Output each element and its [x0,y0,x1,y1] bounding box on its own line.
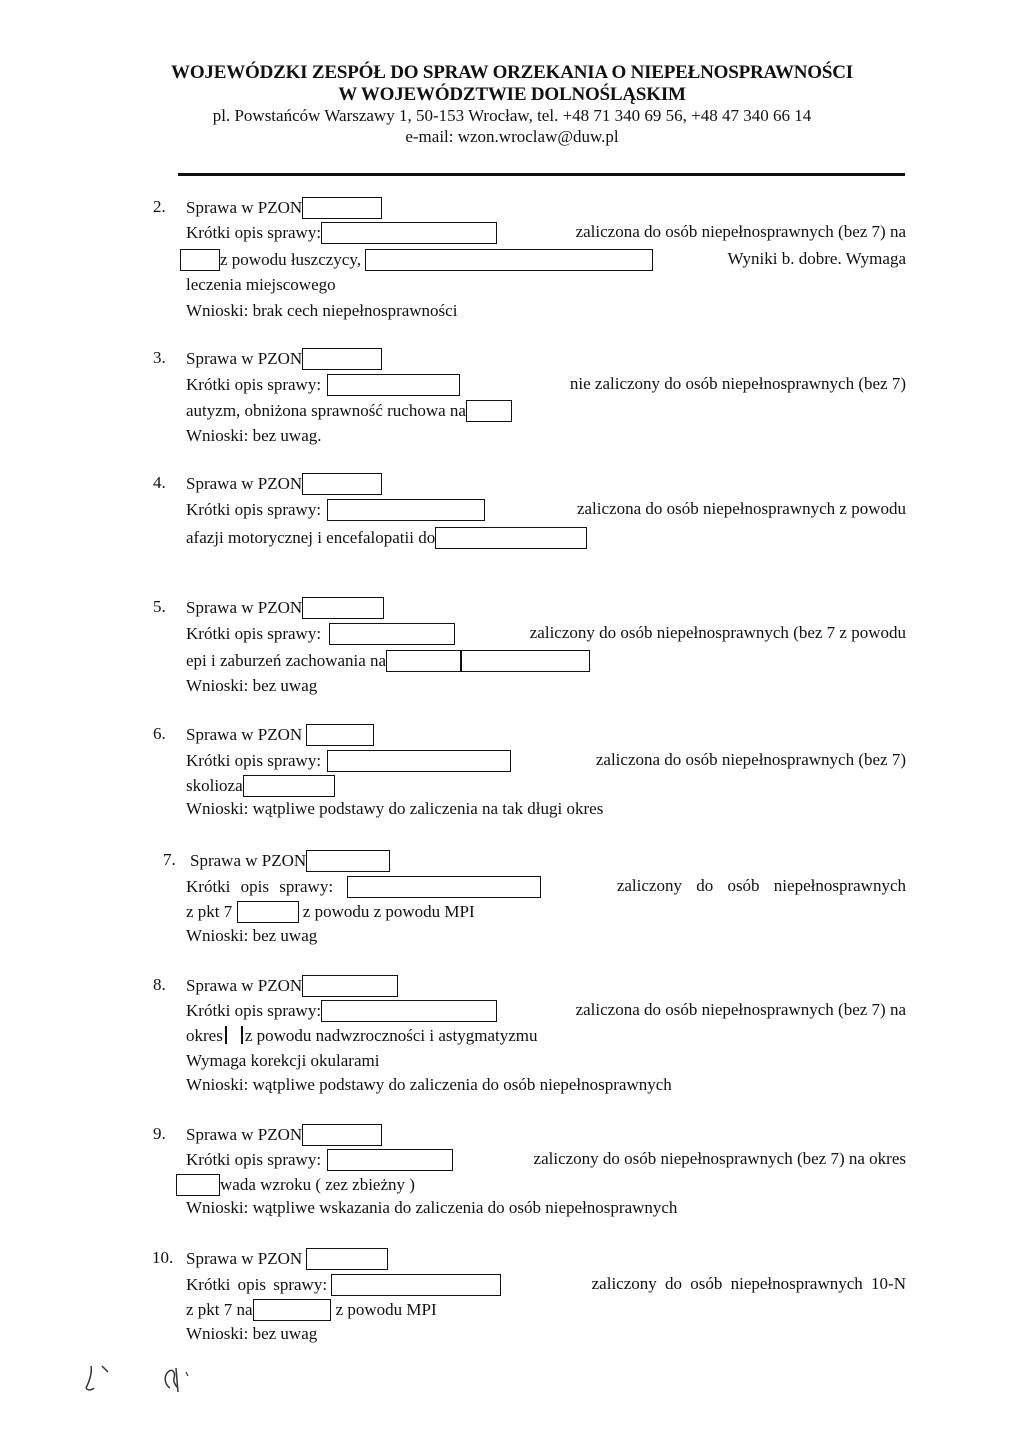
redacted-box [460,650,590,672]
header-office-name: WOJEWÓDZKI ZESPÓŁ DO SPRAW ORZEKANIA O NIEPEŁNOSPRAWNOŚCI [171,62,853,83]
detail-text: epi i zaburzeń zachowania na [186,651,387,670]
redacted-box [243,775,335,797]
detail-text: afazji motorycznej i encefalopatii do [186,528,436,547]
case-summary-line [186,222,906,244]
case-title-line [186,348,382,370]
case-number: 7. [163,850,176,869]
case-detail-line [186,1026,538,1046]
redacted-box [302,975,398,997]
redacted-box [237,901,299,923]
redacted-box [253,1299,331,1321]
case-title-line [186,975,398,997]
case-summary-line [186,499,906,521]
case-title: Sprawa w PZON [186,725,303,744]
redacted-box [302,348,382,370]
case-detail-line [180,249,906,271]
case-title-line [186,724,374,746]
summary-text: zaliczony do osób niepełnosprawnych [616,876,906,895]
case-summary-line [186,1149,906,1171]
redacted-box [365,249,653,271]
redacted-box [180,249,220,271]
header-region: W WOJEWÓDZTWIE DOLNOŚLĄSKIM [338,84,686,105]
case-detail-line [186,650,590,672]
case-summary-line [186,374,906,396]
redacted-box [321,222,497,244]
summary-text: nie zaliczony do osób niepełnosprawnych (bez 7) [569,374,906,393]
case-conclusion: Wnioski: brak cech niepełnosprawności [186,301,458,320]
redacted-box [176,1174,220,1196]
header-email: e-mail: wzon.wroclaw@duw.pl [405,127,619,146]
redacted-box [435,527,587,549]
summary-text: zaliczona do osób niepełnosprawnych (bez 7) na [575,1000,906,1019]
header-divider [178,173,905,176]
summary-label: Krótki opis sprawy: [186,624,322,643]
detail-text: okres [186,1026,223,1045]
header-address: pl. Powstańców Warszawy 1, 50-153 Wrocław, tel. +48 71 340 69 56, +48 47 340 66 14 [212,106,812,125]
case-detail-line [176,1174,415,1196]
summary-label: Krótki opis sprawy: [186,223,322,242]
case-number: 9. [153,1124,166,1143]
case-number: 8. [153,975,166,994]
redacted-box [306,850,390,872]
redacted-box [302,473,382,495]
case-title: Sprawa w PZON [186,198,303,217]
redacted-box [327,1149,453,1171]
case-title: Sprawa w PZON [186,349,303,368]
redacted-box [466,400,512,422]
case-number: 2. [153,197,166,216]
detail-text: z powodu MPI [335,1300,437,1319]
summary-label: Krótki opis sprawy: [186,1150,322,1169]
case-conclusion: Wnioski: bez uwag [186,1324,318,1343]
redacted-box [331,1274,501,1296]
case-number: 10. [152,1248,174,1267]
detail-text: z powodu nadwzroczności i astygmatyzmu [244,1026,538,1045]
summary-label: Krótki opis sprawy: [186,1001,322,1020]
summary-label: Krótki opis sprawy: [186,500,322,519]
case-conclusion: Wnioski: wątpliwe wskazania do zaliczenia do osób niepełnosprawnych [186,1198,678,1217]
case-detail-line [186,400,512,422]
redacted-box [302,197,382,219]
summary-label: Krótki opis sprawy: [186,751,322,770]
handwritten-mark [78,1358,208,1398]
summary-text: zaliczona do osób niepełnosprawnych (bez 7) na [575,222,906,241]
redacted-box [327,750,511,772]
case-conclusion: Wnioski: bez uwag. [186,426,322,445]
summary-text: zaliczony do osób niepełnosprawnych (bez 7 z powodu [529,623,906,642]
summary-label: Krótki opis sprawy: [186,375,322,394]
case-number: 5. [153,597,166,616]
summary-label: Krótki opis sprawy: [186,877,334,896]
case-title: Sprawa w PZON [186,474,303,493]
case-title: Sprawa w PZON [186,976,303,995]
case-conclusion: Wnioski: bez uwag [186,676,318,695]
case-detail-line [186,527,587,549]
redacted-box [306,1248,388,1270]
summary-text: zaliczony do osób niepełnosprawnych (bez 7) na okres [533,1149,906,1168]
case-title-line [186,197,382,219]
detail-text: Wyniki b. dobre. Wymaga [727,249,906,268]
case-detail-line: Wymaga korekcji okularami [186,1051,380,1070]
case-conclusion: Wnioski: wątpliwe podstawy do zaliczenia do osób niepełnosprawnych [186,1075,672,1094]
redacted-box [327,499,485,521]
redacted-box [302,1124,382,1146]
case-title: Sprawa w PZON [186,598,303,617]
redacted-box [327,374,460,396]
redacted-box [347,876,541,898]
case-summary-line [186,623,906,645]
case-title-line [186,597,384,619]
detail-text: z pkt 7 na [186,1300,253,1319]
case-summary-line [186,1000,906,1022]
summary-text: zaliczony do osób niepełnosprawnych 10-N [591,1274,906,1293]
case-title: Sprawa w PZON [186,1249,303,1268]
case-title-line [186,1124,382,1146]
case-detail-line [186,775,335,797]
detail-text: skolioza [186,776,243,795]
case-conclusion: Wnioski: bez uwag [186,926,318,945]
case-title-line [186,1248,388,1270]
detail-text: z powodu łuszczycy, [220,250,361,269]
case-summary-line [186,750,906,772]
detail-text: wada wzroku ( zez zbieżny ) [220,1175,415,1194]
case-number: 3. [153,348,166,367]
case-detail-line [186,1299,437,1321]
case-title-line [186,473,382,495]
case-detail-line: leczenia miejscowego [186,275,336,294]
case-number: 6. [153,724,166,743]
case-title: Sprawa w PZON [190,851,307,870]
summary-label: Krótki opis sprawy: [186,1275,328,1294]
summary-text: zaliczona do osób niepełnosprawnych z powodu [576,499,906,518]
case-detail-line [186,901,475,923]
case-conclusion: Wnioski: wątpliwe podstawy do zaliczenia na tak długi okres [186,799,604,818]
detail-text: z pkt 7 [186,902,233,921]
detail-text: z powodu z powodu MPI [302,902,475,921]
case-summary-line [186,876,906,898]
summary-text: zaliczona do osób niepełnosprawnych (bez 7) [595,750,906,769]
case-title-line [190,850,390,872]
redacted-box [321,1000,497,1022]
redacted-box [306,724,374,746]
detail-text: autyzm, obniżona sprawność ruchowa na [186,401,466,420]
redacted-box [302,597,384,619]
case-number: 4. [153,473,166,492]
case-summary-line [186,1274,906,1296]
redacted-box [386,650,462,672]
case-title: Sprawa w PZON [186,1125,303,1144]
redacted-box [329,623,455,645]
